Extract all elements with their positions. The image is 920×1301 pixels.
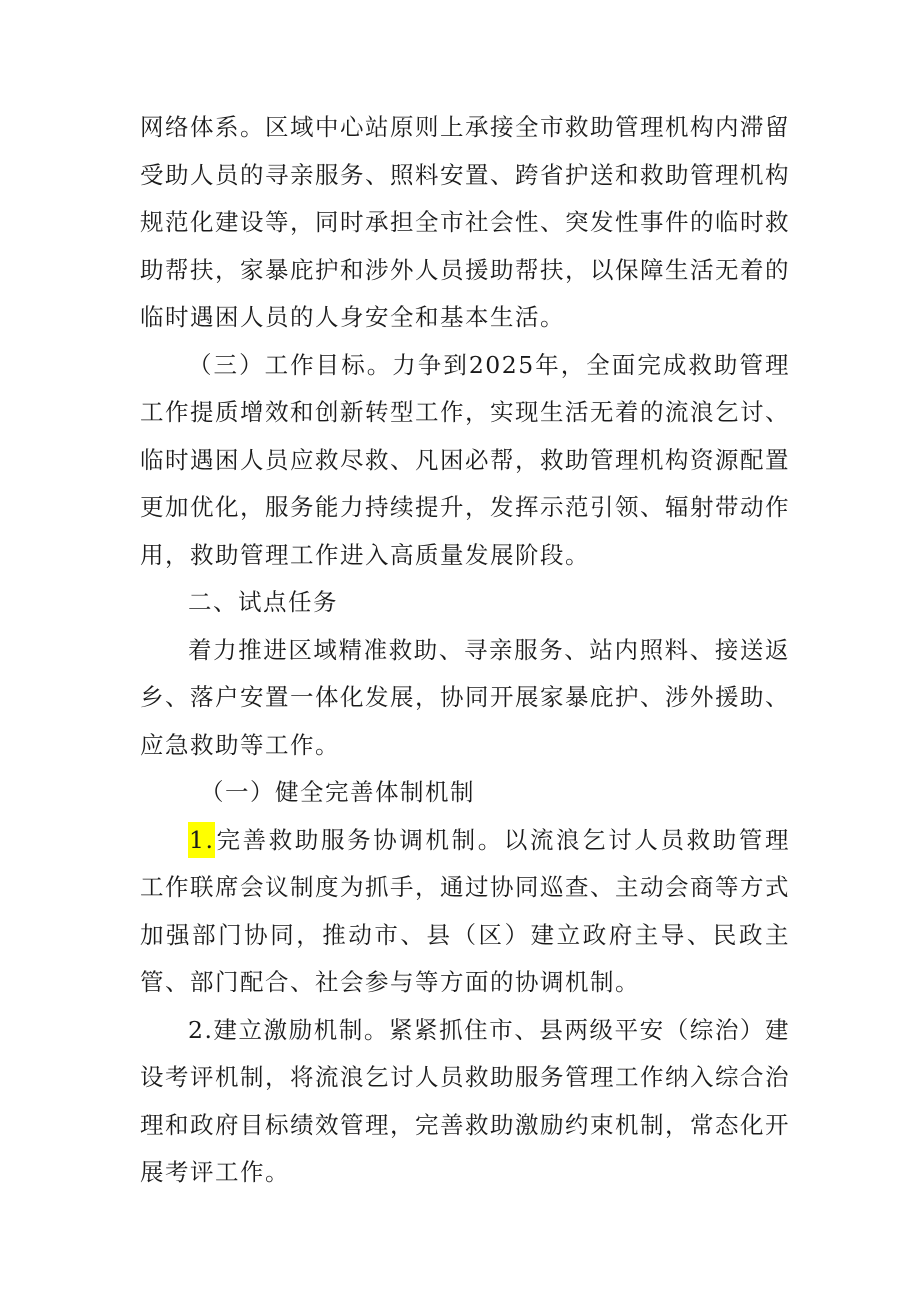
document-body xyxy=(140,104,790,1197)
subsection-heading-mechanism: （一）健全完善体制机制 xyxy=(200,778,475,806)
list-item-1-text: 完善救助服务协调机制。以流浪乞讨人员救助管理工作联席会议制度为抓手，通过协同巡查、主动会商等方式加强部门协同，推动市、县（区）建立政府主导、民政主管、部门配合、社会参与等方面的协调机制。 xyxy=(140,825,790,996)
list-item-1 xyxy=(140,817,790,1007)
highlighted-item-number: 1. xyxy=(188,822,215,858)
paragraph-work-goal: （三）工作目标。力争到2025年，全面完成救助管理工作提质增效和创新转型工作，实现生活无着的流浪乞讨、临时遇困人员应救尽救、凡困必帮，救助管理机构资源配置更加优化，服务能力持续提升，发挥示范引领、辐射带动作用，救助管理工作进入高质量发展阶段。 xyxy=(140,350,790,569)
section-heading-pilot-tasks: 二、试点任务 xyxy=(188,588,338,616)
paragraph-network-system: 网络体系。区域中心站原则上承接全市救助管理机构内滞留受助人员的寻亲服务、照料安置、跨省护送和救助管理机构规范化建设等，同时承担全市社会性、突发性事件的临时救助帮扶，家暴庇护和涉外人员援助帮扶，以保障生活无着的临时遇困人员的人身安全和基本生活。 xyxy=(140,113,790,331)
paragraph-pilot-intro: 着力推进区域精准救助、寻亲服务、站内照料、接送返乡、落户安置一体化发展，协同开展家暴庇护、涉外援助、应急救助等工作。 xyxy=(140,635,790,759)
list-item-2: 2.建立激励机制。紧紧抓住市、县两级平安（综治）建设考评机制，将流浪乞讨人员救助服务管理工作纳入综合治理和政府目标绩效管理，完善救助激励约束机制，常态化开展考评工作。 xyxy=(140,1015,790,1186)
